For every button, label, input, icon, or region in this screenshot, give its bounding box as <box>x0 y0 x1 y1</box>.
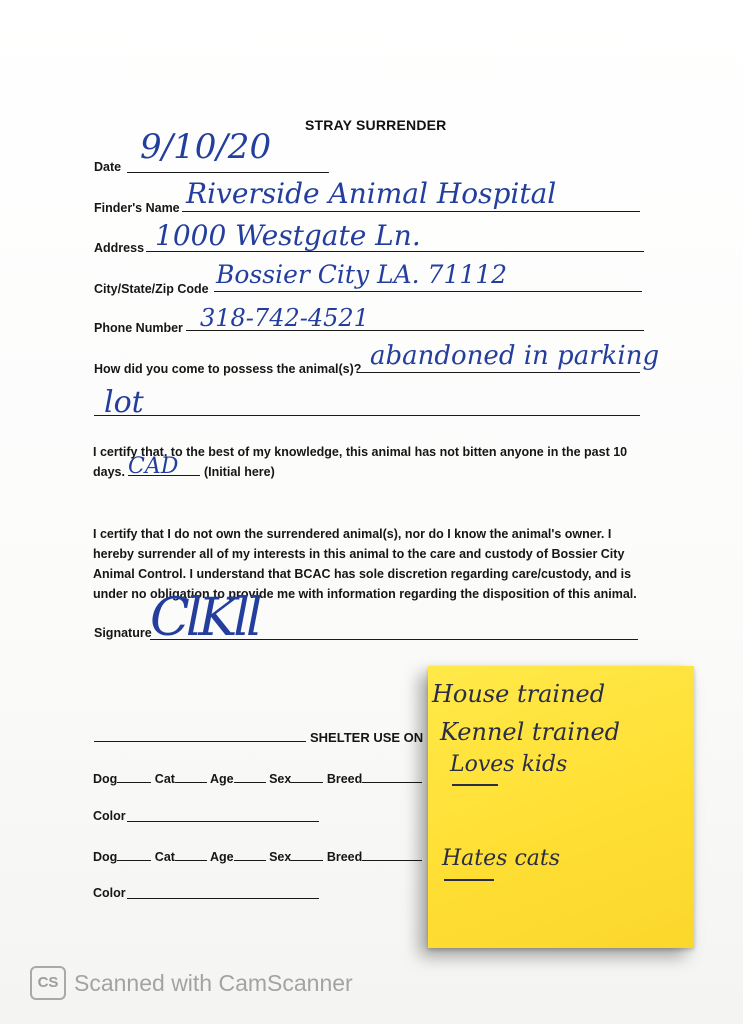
city-state-zip-line <box>214 291 642 292</box>
phone-number-label: Phone Number <box>94 321 183 335</box>
shelter-use-heading: SHELTER USE ON <box>310 730 424 745</box>
sticky-note-line-2: Kennel trained <box>440 718 621 746</box>
dog-label-2: Dog <box>93 850 118 864</box>
sticky-underline-1 <box>452 784 498 786</box>
dog-label-1: Dog <box>93 772 118 786</box>
sex-label-1: Sex <box>269 772 292 786</box>
age-label-1: Age <box>209 772 234 786</box>
signature-handwriting: ClKll <box>150 588 259 648</box>
phone-number-handwriting: 318-742-4521 <box>200 304 369 332</box>
finder-name-line <box>182 211 640 212</box>
color-label-1: Color <box>93 809 126 823</box>
finder-name-handwriting: Riverside Animal Hospital <box>186 177 557 210</box>
signature-label: Signature <box>94 626 152 640</box>
age-label-2: Age <box>209 850 234 864</box>
watermark-text: Scanned with CamScanner <box>74 969 353 996</box>
shelter-row-1 <box>93 770 422 786</box>
date-handwriting: 9/10/20 <box>140 127 272 167</box>
color-line-2 <box>127 898 319 899</box>
finder-name-label: Finder's Name <box>94 201 180 215</box>
possess-handwriting-1: abandoned in parking <box>370 341 660 371</box>
color-line-1 <box>127 821 319 822</box>
date-label: Date <box>94 160 122 174</box>
breed-label-2: Breed <box>326 850 363 864</box>
city-state-zip-handwriting: Bossier City LA. 71112 <box>216 260 508 289</box>
shelter-use-rule <box>94 741 306 742</box>
possess-handwriting-2: lot <box>104 385 144 420</box>
form-title: STRAY SURRENDER <box>305 117 447 133</box>
sticky-underline-2 <box>444 879 494 881</box>
sticky-note-line-4: Hates cats <box>442 846 561 871</box>
possess-line-2 <box>94 415 640 416</box>
initial-here-label: (Initial here) <box>203 465 275 479</box>
city-state-zip-label: City/State/Zip Code <box>94 282 209 296</box>
camscanner-watermark <box>30 966 353 1000</box>
owner-certification-text: I certify that I do not own the surrendered animal(s), nor do I know the animal's owner. I hereby surrender all of my interests in this animal to the care and custody of Bossier City Animal Control. I understand that BCAC has sole discretion regarding care/custody, and is under no obligation to provide me with information regarding the disposition of this animal. <box>93 527 637 601</box>
sex-label-2: Sex <box>269 850 292 864</box>
initials-handwriting: CAD <box>128 454 179 479</box>
address-label: Address <box>94 241 145 255</box>
address-handwriting: 1000 Westgate Ln. <box>155 219 421 252</box>
breed-label-1: Breed <box>326 772 363 786</box>
sticky-note-line-1: House trained <box>432 680 606 708</box>
sticky-note-line-3: Loves kids <box>450 752 568 777</box>
days-label: days. <box>93 465 125 479</box>
shelter-row-2 <box>93 848 422 864</box>
sticky-note <box>428 666 694 948</box>
color-label-2: Color <box>93 886 126 900</box>
bite-certification-text: I certify that, to the best of my knowledge, this animal has not bitten anyone in the past 10 <box>93 445 628 459</box>
camscanner-logo-icon: CS <box>30 966 66 1000</box>
cat-label-1: Cat <box>154 772 175 786</box>
cat-label-2: Cat <box>154 850 175 864</box>
possess-question-label: How did you come to possess the animal(s)? <box>94 362 362 376</box>
possess-line-1 <box>358 372 640 373</box>
date-line <box>127 172 329 173</box>
